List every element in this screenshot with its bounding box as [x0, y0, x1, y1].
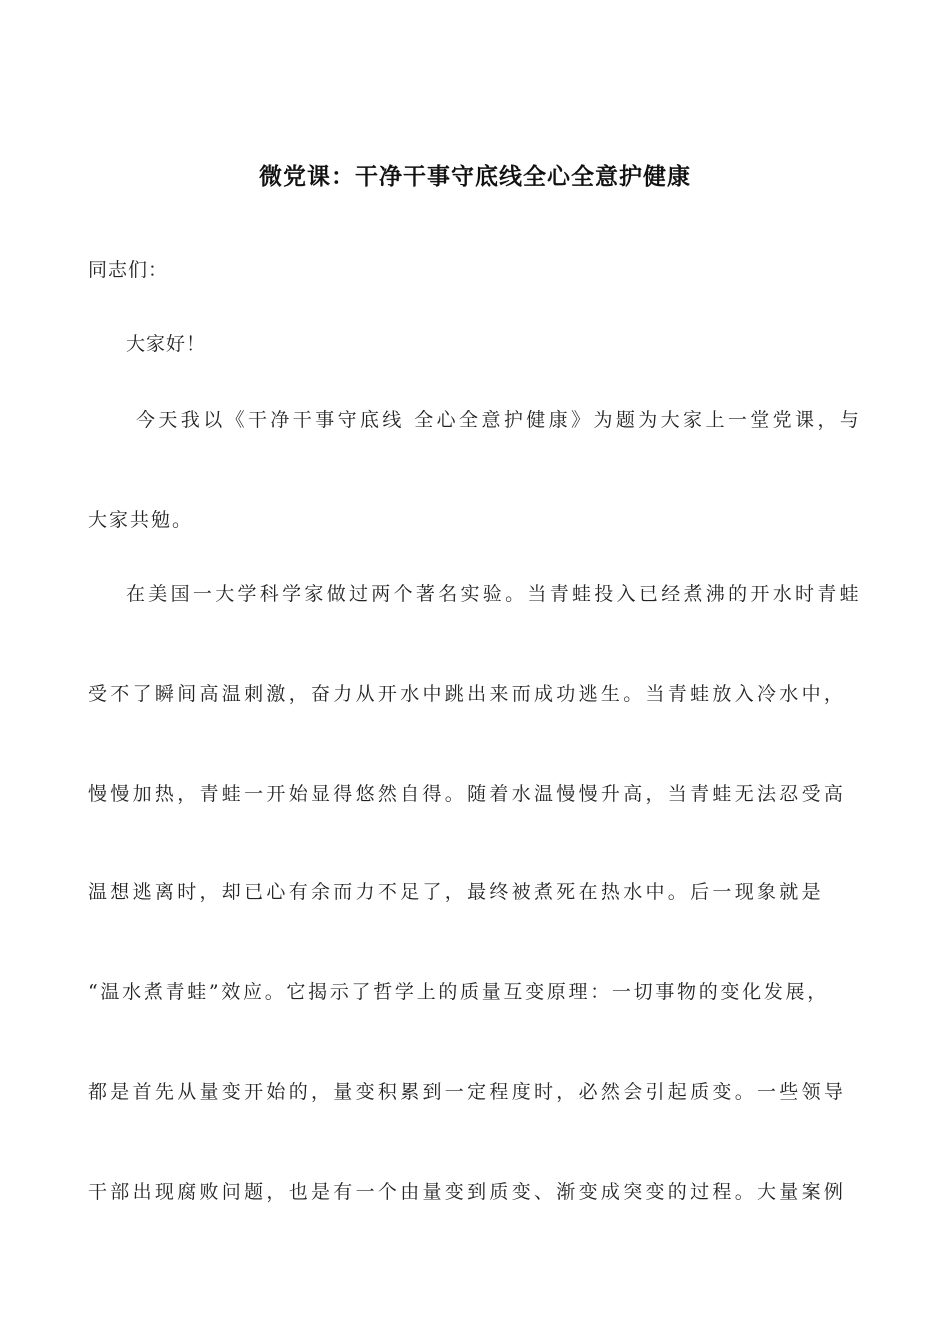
- paragraph-1-line-2: 大家共勉。: [88, 509, 194, 531]
- paragraph-2-line-2: 受不了瞬间高温刺激，奋力从开水中跳出来而成功逃生。当青蛙放入冷水中，: [88, 683, 847, 705]
- paragraph-2-line-5: “温水煮青蛙”效应。它揭示了哲学上的质量互变原理：一切事物的变化发展，: [88, 981, 829, 1003]
- paragraph-2-line-7: 干部出现腐败问题，也是有一个由量变到质变、渐变成突变的过程。大量案例: [88, 1181, 847, 1203]
- hello-line: 大家好！: [126, 333, 207, 355]
- paragraph-2-line-6: 都是首先从量变开始的，量变积累到一定程度时，必然会引起质变。一些领导: [88, 1081, 847, 1103]
- greeting-line: 同志们：: [88, 259, 169, 281]
- document-title: 微党课：干净干事守底线全心全意护健康: [259, 164, 691, 190]
- paragraph-2-line-4: 温想逃离时，却已心有余而力不足了，最终被煮死在热水中。后一现象就是: [88, 881, 824, 903]
- paragraph-2-line-3: 慢慢加热，青蛙一开始显得悠然自得。随着水温慢慢升高，当青蛙无法忍受高: [88, 783, 847, 805]
- paragraph-1-line-1: 今天我以《干净干事守底线 全心全意护健康》为题为大家上一堂党课，与: [136, 409, 863, 431]
- paragraph-2-line-1: 在美国一大学科学家做过两个著名实验。当青蛙投入已经煮沸的开水时青蛙: [126, 583, 862, 605]
